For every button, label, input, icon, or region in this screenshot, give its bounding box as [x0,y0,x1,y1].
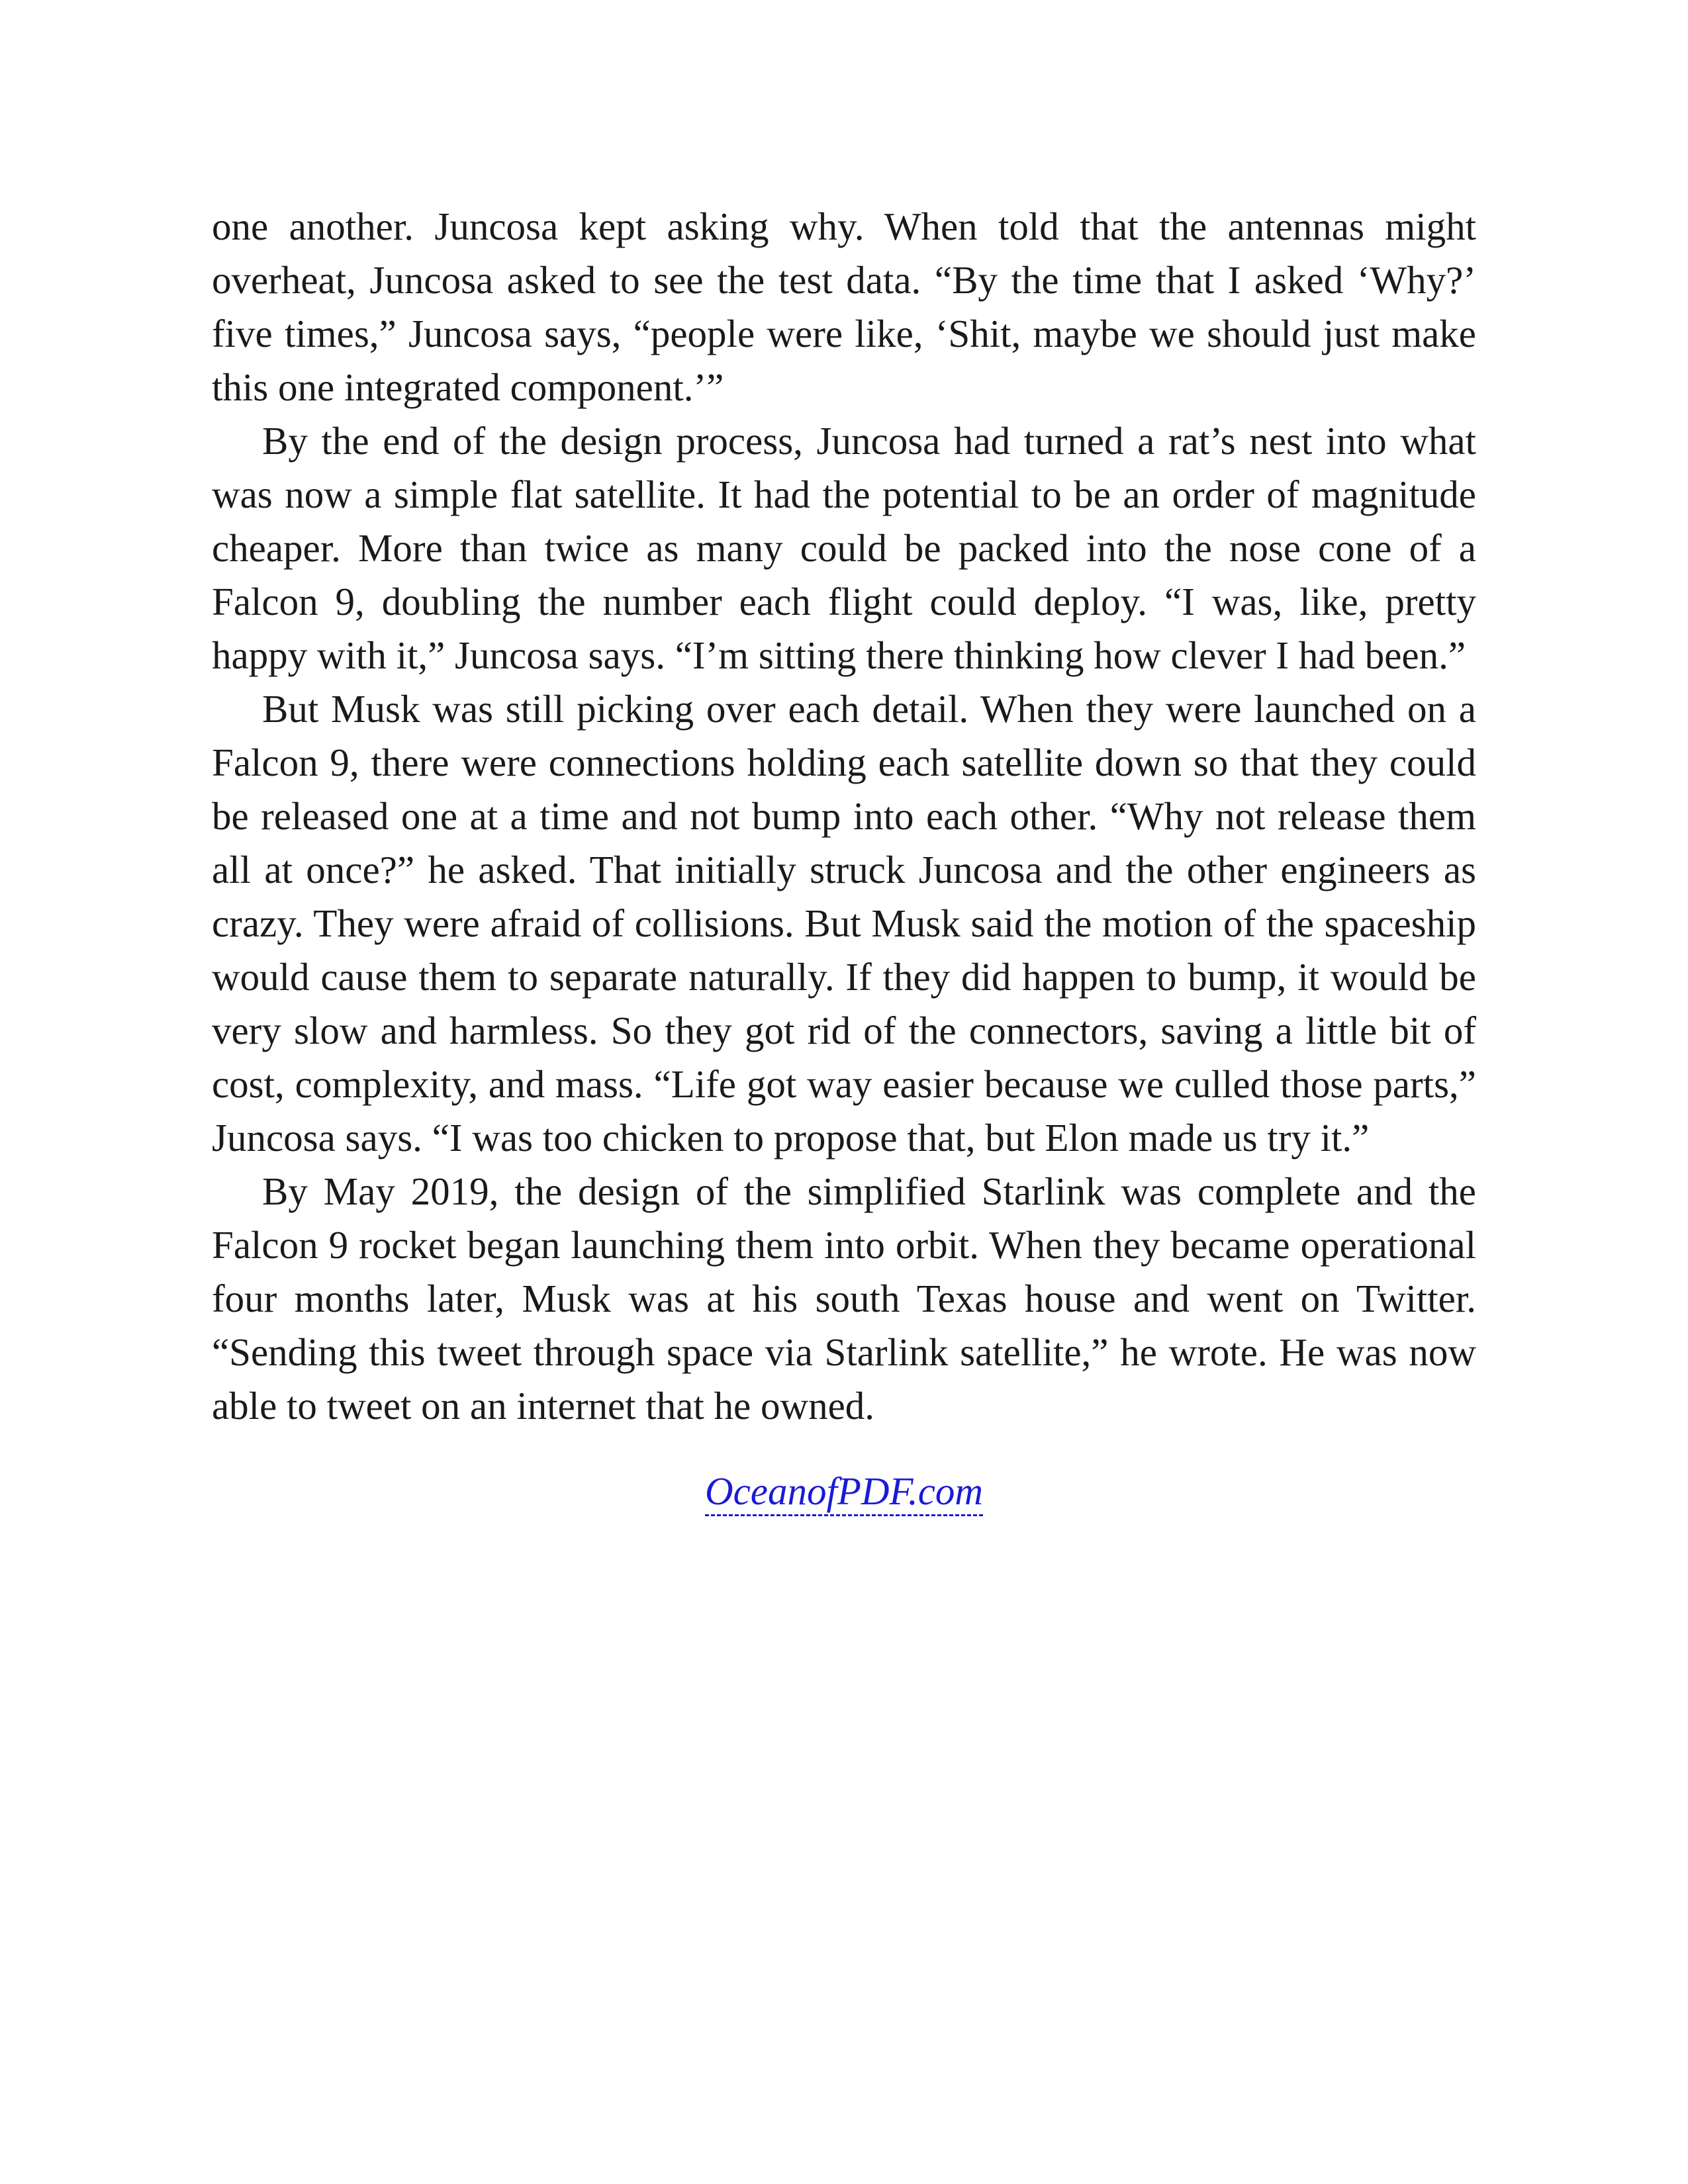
paragraph-design-process: By the end of the design process, Juncosa had turned a rat’s nest into what was now a simple flat satellite. It had the potential to be an order of magnitude cheaper. More than twice as many could be packed into the nose cone of a Falcon 9, doubling the number each flight could deploy. “I was, like, pretty happy with it,” Juncosa says. “I’m sitting there thinking how clever I had been.” [212,419,1476,677]
footer [0,1468,1688,1514]
paragraph-continued: one another. Juncosa kept asking why. When told that the antennas might overheat, Juncosa asked to see the test data. “By the time that I asked ‘Why?’ five times,” Juncosa says, “people were like, ‘Shit, maybe we should just make this one integrated component.’” [212,205,1476,409]
oceanofpdf-link[interactable]: OceanofPDF.com [705,1469,983,1516]
paragraph-may-2019: By May 2019, the design of the simplified Starlink was complete and the Falcon 9 rocket began launching them into orbit. When they became operational four months later, Musk was at his south Texas house and went on Twitter. “Sending this tweet through space via Starlink satellite,” he wrote. He was now able to tweet on an internet that he owned. [212,1169,1476,1428]
paragraph-musk-details: But Musk was still picking over each detail. When they were launched on a Falcon 9, there were connections holding each satellite down so that they could be released one at a time and not bump into each other. “Why not release them all at once?” he asked. That initially struck Juncosa and the other engineers as crazy. They were afraid of collisions. But Musk said the motion of the spaceship would cause them to separate naturally. If they did happen to bump, it would be very slow and harmless. So they got rid of the connectors, saving a little bit of cost, complexity, and mass. “Life got way easier because we culled those parts,” Juncosa says. “I was too chicken to propose that, but Elon made us try it.” [212,687,1476,1160]
body-text [212,200,1476,1433]
